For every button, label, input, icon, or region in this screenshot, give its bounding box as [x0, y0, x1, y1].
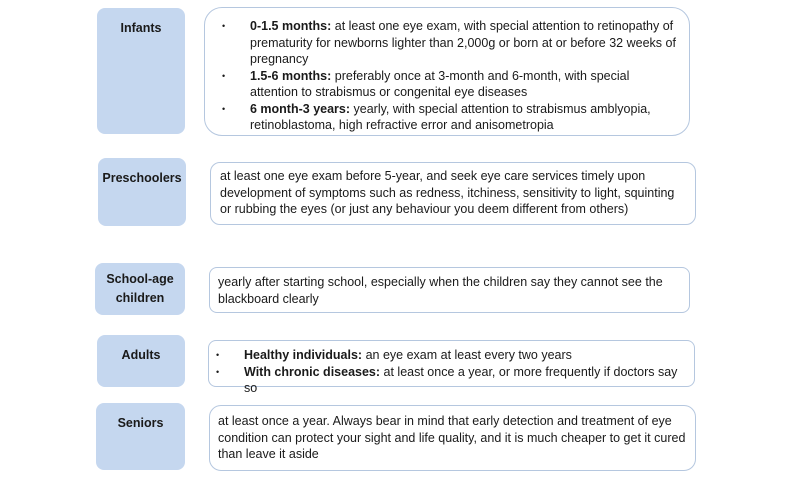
infants-list [221, 18, 677, 134]
list-item [221, 101, 677, 134]
label-adults-text: Adults [121, 348, 161, 362]
list-item [215, 364, 686, 397]
box-infants [204, 7, 690, 136]
label-school-age-line1: School-age [106, 272, 174, 286]
label-adults [97, 335, 185, 387]
list-item-text: an eye exam at least every two years [365, 348, 572, 362]
box-seniors [209, 405, 696, 471]
list-item-term: 0-1.5 months: [250, 19, 332, 33]
list-item-term: 1.5-6 months: [250, 68, 332, 83]
list-item-text: preferably once at 3-month and 6-month, with special attention to strabismus or congenital eye diseases [250, 68, 630, 99]
label-school-age-line2: children [115, 291, 165, 305]
seniors-text: at least once a year. Always bear in mind that early detection and treatment of eye condition can protect your sight and life quality, and it is much cheaper to get it cured than leave it aside [218, 414, 686, 461]
label-infants-text: Infants [120, 21, 162, 35]
bullet-icon: • [222, 21, 226, 31]
preschoolers-text: at least one eye exam before 5-year, and seek eye care services timely upon development of symptoms such as redness, itchiness, sensitivity to light, squinting or rubbing the eyes (or just any behaviour you deem different from others) [220, 169, 675, 216]
adults-list [215, 347, 686, 397]
list-item [221, 68, 677, 101]
school-age-text: yearly after starting school, especially when the children say they cannot see the blackboard clearly [218, 275, 663, 306]
list-item-text: at least one eye exam, with special attention to retinopathy of prematurity for newborns lighter than 2,000g or born at or before 32 weeks of pregnancy [250, 19, 676, 66]
label-school-age [95, 263, 185, 315]
bullet-icon: • [222, 70, 226, 81]
list-item [215, 347, 686, 364]
list-item-term: 6 month-3 years: [250, 101, 351, 116]
box-adults [208, 340, 695, 395]
list-item-text: at least once a year, or more frequently if doctors say so [244, 364, 678, 395]
bullet-icon: • [216, 350, 220, 360]
label-infants [97, 8, 185, 134]
box-school-age [209, 267, 690, 313]
box-preschoolers [210, 162, 696, 225]
label-seniors [96, 403, 185, 470]
label-preschoolers-text: Preschoolers [102, 171, 182, 185]
list-item-text: yearly, with special attention to strabismus amblyopia, retinoblastoma, high refractive error and anisometropia [250, 101, 651, 132]
list-item [221, 18, 677, 68]
label-seniors-text: Seniors [117, 416, 164, 430]
list-item-term: With chronic diseases: [244, 364, 381, 379]
bullet-icon: • [222, 103, 226, 114]
label-preschoolers [98, 158, 186, 226]
list-item-term: Healthy individuals: [244, 348, 363, 362]
bullet-icon: • [216, 366, 220, 377]
